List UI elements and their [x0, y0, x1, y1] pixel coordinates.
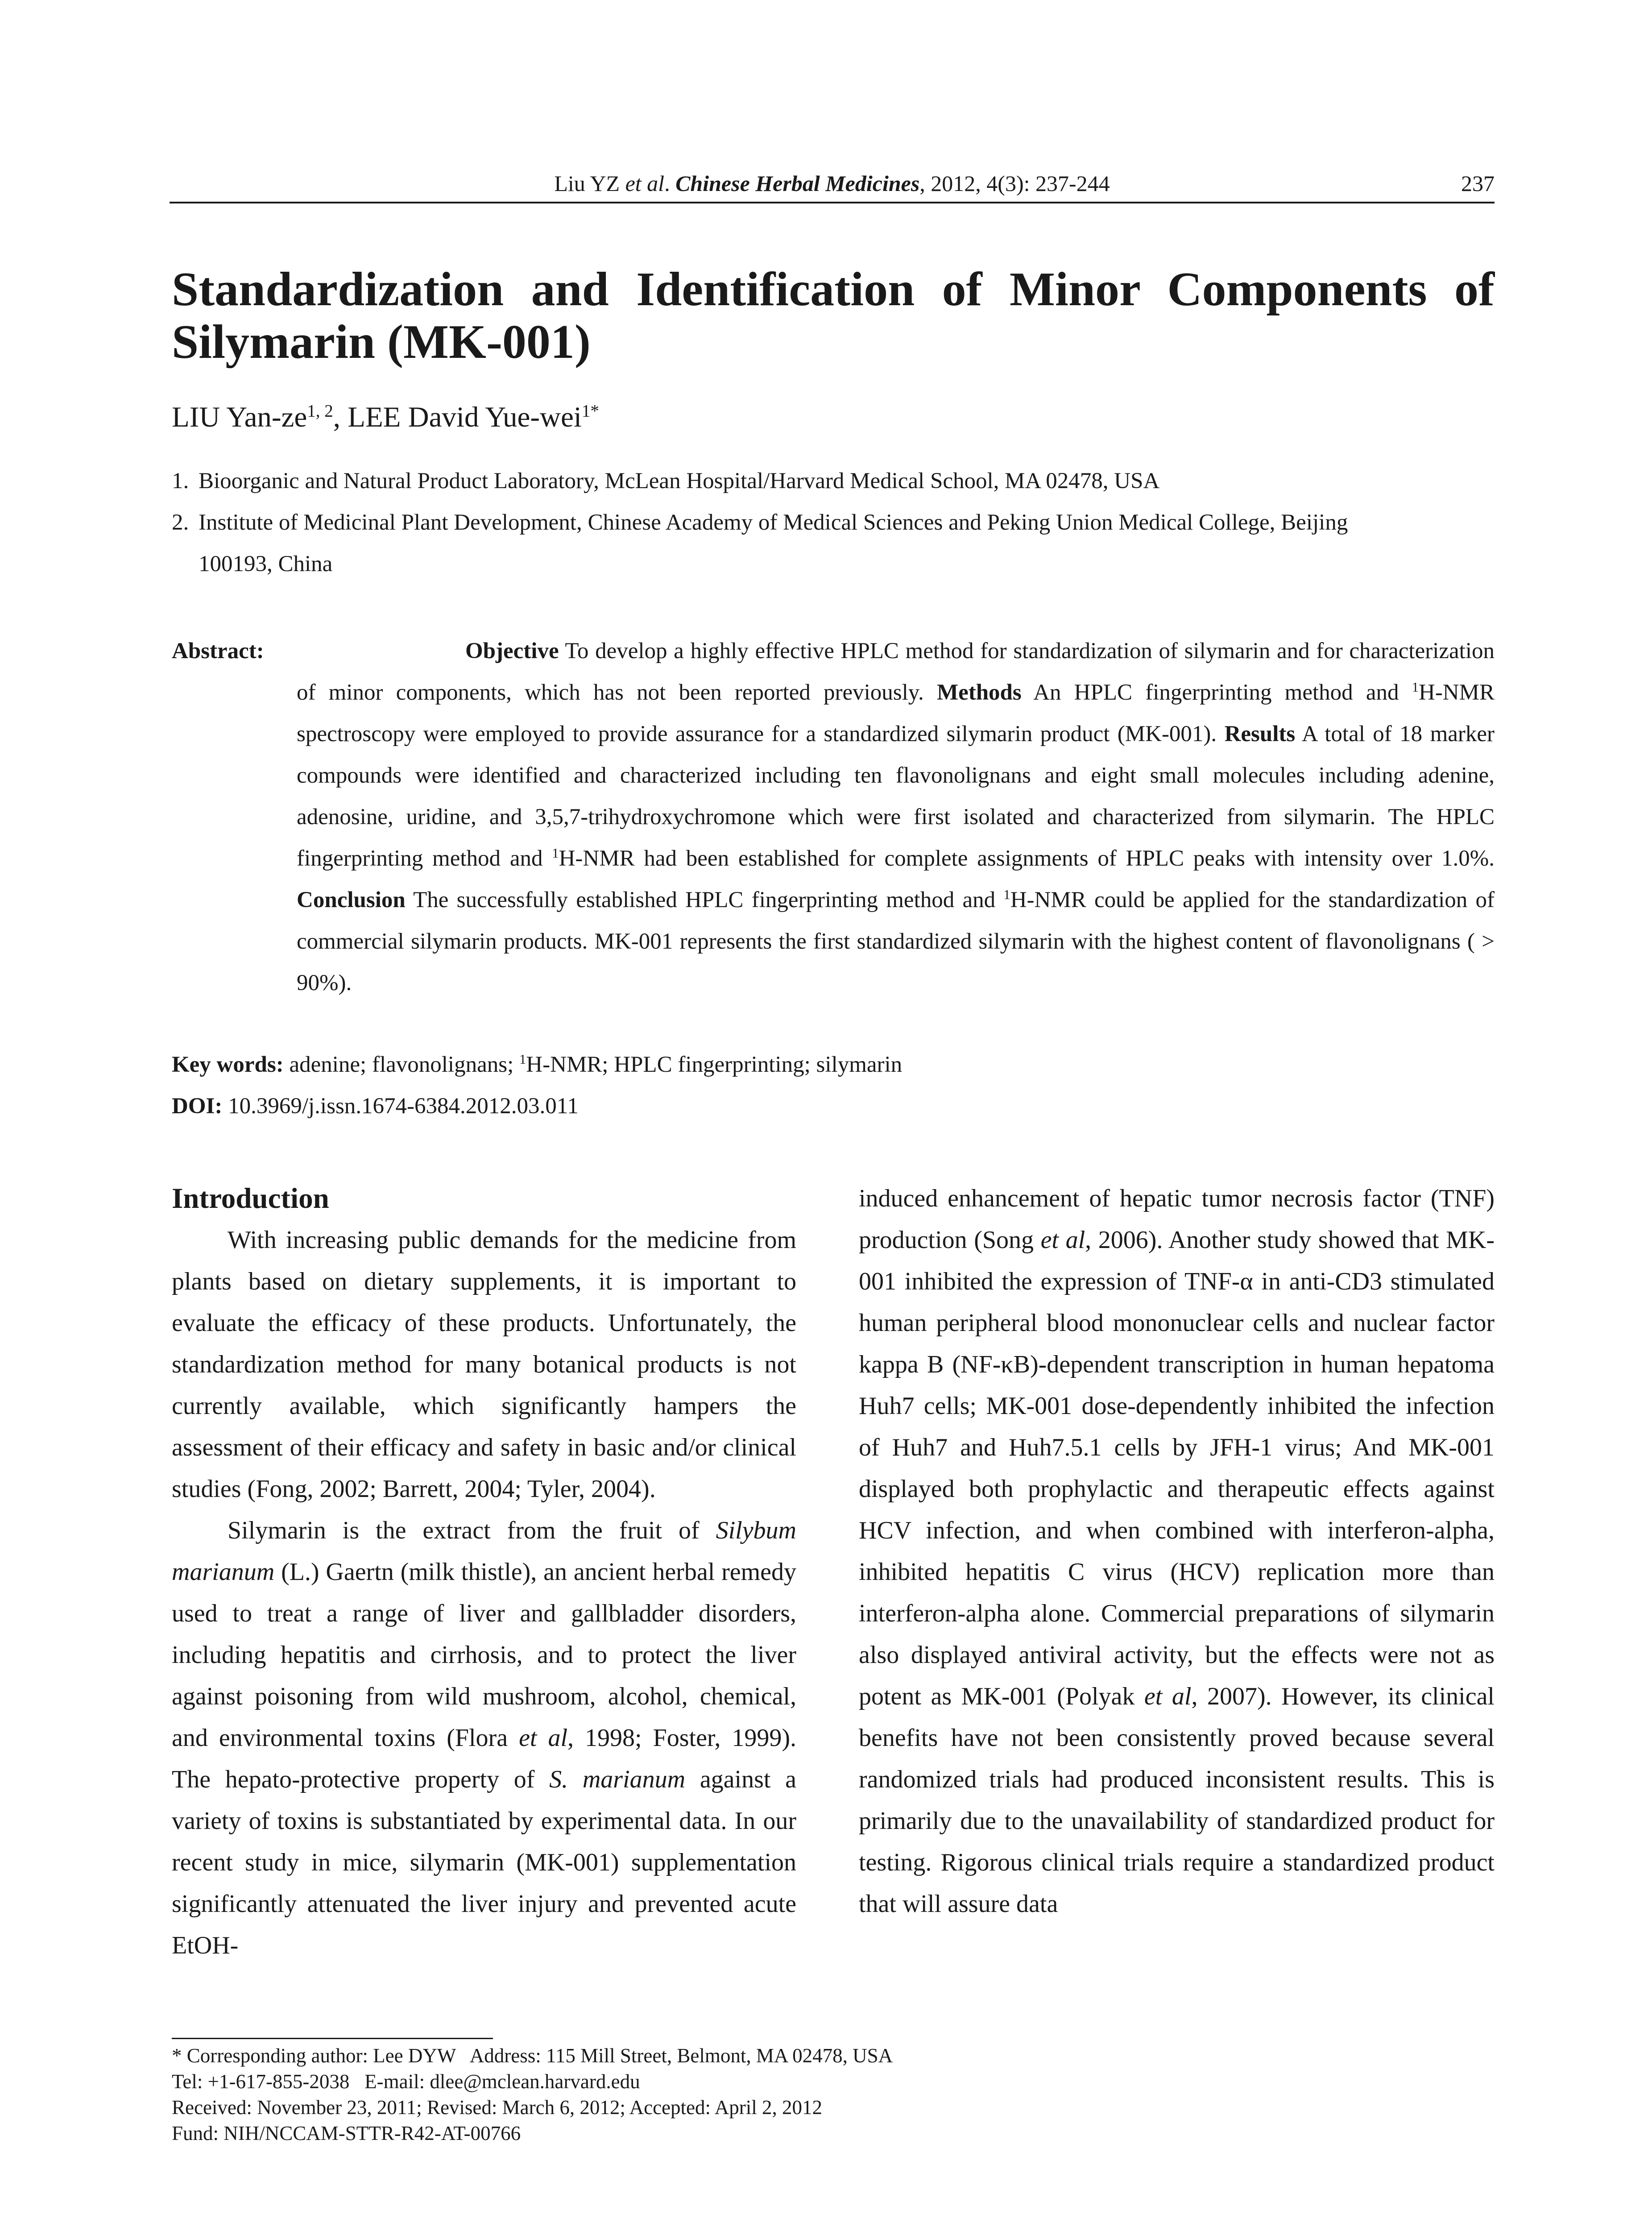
abstract-methods-text: An HPLC fingerprinting method and: [1021, 680, 1412, 705]
body-column-right: [859, 1178, 1495, 1925]
affiliation-text: Institute of Medicinal Plant Development, Chinese Academy of Medical Sciences and Peking Union Medical College, Beijing: [199, 510, 1348, 535]
keywords: [172, 1044, 1495, 1086]
paragraph-2-text-2: (L.) Gaertn (milk thistle), an ancient herbal remedy used to treat a range of liver and gallbladder disorders, including hepatitis and cirrhosis, and to protect the liver against poisoning from wild mushroom, alcohol, chemical, and environmental toxins (Flora: [172, 1558, 796, 1752]
abstract-results-text-2: H-NMR had been established for complete assignments of HPLC peaks with intensity over 1.0%.: [559, 846, 1495, 871]
paragraph-2: [172, 1510, 796, 1966]
paragraph-2-text: Silymarin is the extract from the fruit of: [228, 1517, 716, 1544]
affiliation-text: Bioorganic and Natural Product Laboratory, McLean Hospital/Harvard Medical School, MA 02478, USA: [199, 469, 1160, 493]
paragraph-3-text: induced enhancement of hepatic tumor necrosis factor (TNF) production (Song: [859, 1185, 1495, 1254]
paragraph-1: With increasing public demands for the medicine from plants based on dietary supplements, it is important to evaluate the efficacy of these products. Unfortunately, the standardization method for many botanical products is not currently available, which significantly hampers the assessment of their efficacy and safety in basic and/or clinical studies (Fong, 2002; Barrett, 2004; Tyler, 2004).: [172, 1226, 796, 1503]
header-authors: Liu YZ: [554, 171, 625, 196]
abstract-results-heading: Results: [1224, 722, 1296, 746]
doi-value: 10.3969/j.issn.1674-6384.2012.03.011: [222, 1094, 579, 1119]
abstract-results-sup: 1: [552, 846, 559, 861]
keywords-sup: 1: [519, 1052, 526, 1067]
footnote-fund: Fund: NIH/NCCAM-STTR-R42-AT-00766: [172, 2122, 521, 2144]
article-title: Standardization and Identification of Minor Components of Silymarin (MK-001): [172, 263, 1495, 369]
abstract-conclusion-heading: Conclusion: [297, 887, 406, 912]
et-al: et al: [1144, 1683, 1192, 1710]
paragraph-2-continued: [859, 1178, 1495, 1925]
keywords-text: adenine; flavonolignans;: [283, 1052, 519, 1077]
keywords-label: Key words:: [172, 1052, 284, 1077]
abstract-label: Abstract:: [172, 639, 264, 663]
abstract-objective-text: To develop a highly effective HPLC method for standardization of silymarin and for characterization of minor components, which has not been reported previously.: [297, 639, 1495, 705]
header-citation: , 2012, 4(3): 237-244: [919, 171, 1110, 196]
paragraph-3-text-2: , 2006). Another study showed that MK-001 inhibited the expression of TNF-α in anti-CD3 stimulated human peripheral blood mononuclear cells and nuclear factor kappa B (NF-κB)-dependent transcription in human hepatoma Huh7 cells; MK-001 dose-dependently inhibited the infection of Huh7 and Huh7.5.1 cells by JFH-1 virus; And MK-001 displayed both prophylactic and therapeutic effects against HCV infection, and when combined with interferon-alpha, inhibited hepatitis C virus (HCV) replication more than interferon-alpha alone. Commercial preparations of silymarin also displayed antiviral activity, but the effects were not as potent as MK-001 (Polyak: [859, 1226, 1495, 1710]
header-journal: Chinese Herbal Medicines: [675, 171, 920, 196]
abstract-conclusion-text-2: H-NMR could be applied for the standardization of commercial silymarin products. MK-001 represents the first standardized silymarin with the highest content of flavonolignans ( > 90%).: [297, 887, 1495, 995]
species-name: Silybum marianum: [172, 1517, 796, 1586]
author-list: [172, 399, 1495, 435]
affiliation-1: [172, 460, 1495, 502]
paragraph-3-text-3: , 2007). However, its clinical benefits have not been consistently proved because several randomized trials had produced inconsistent results. This is primarily due to the unavailability of standardized product for testing. Rigorous clinical trials require a standardized product that will assure data: [859, 1683, 1495, 1918]
affiliation-2: [172, 502, 1495, 585]
body-column-left: [172, 1178, 796, 1966]
author-2: LEE David Yue-wei: [348, 401, 582, 433]
doi: [172, 1086, 1495, 1127]
doi-label: DOI:: [172, 1094, 223, 1119]
header-et-al: et al: [625, 171, 665, 196]
running-header: [170, 170, 1495, 202]
paragraph-2-text-3: , 1998; Foster, 1999). The hepato-protective property of: [172, 1724, 796, 1793]
header-rule: [170, 202, 1495, 203]
footnote-dates: Received: November 23, 2011; Revised: March 6, 2012; Accepted: April 2, 2012: [172, 2096, 823, 2119]
author-1-affiliation: 1, 2: [307, 401, 333, 421]
affiliation-number: 1.: [172, 469, 189, 493]
author-separator: ,: [333, 401, 348, 433]
abstract-methods-sup: 1: [1412, 680, 1419, 695]
abstract-body: [297, 630, 1495, 1004]
footnotes: [172, 2043, 1495, 2146]
species-name-abbrev: S. marianum: [549, 1766, 686, 1793]
abstract-conclusion-sup: 1: [1003, 887, 1010, 902]
abstract-results-text: A total of 18 marker compounds were identified and characterized including ten flavonolignans and eight small molecules including adenine, adenosine, uridine, and 3,5,7-trihydroxychromone which were first isolated and characterized from silymarin. The HPLC fingerprinting method and: [297, 722, 1495, 871]
affiliation-continuation: 100193, China: [199, 552, 333, 576]
footnote-contact: Tel: +1-617-855-2038 E-mail: dlee@mclean.harvard.edu: [172, 2070, 640, 2093]
affiliation-number: 2.: [172, 510, 189, 535]
et-al: et al: [519, 1724, 568, 1752]
abstract-objective-heading: Objective: [465, 639, 559, 663]
header-dot: .: [664, 171, 676, 196]
author-2-affiliation: 1*: [581, 401, 599, 421]
page-number: 237: [1461, 171, 1495, 196]
footnote-corresponding-author: * Corresponding author: Lee DYW Address: 115 Mill Street, Belmont, MA 02478, USA: [172, 2044, 893, 2067]
running-header-citation: [170, 170, 1495, 196]
abstract-methods-text-2: H-NMR spectroscopy were employed to provide assurance for a standardized silymarin product (MK-001).: [297, 680, 1495, 746]
abstract-methods-heading: Methods: [936, 680, 1022, 705]
paragraph-2-text-4: against a variety of toxins is substantiated by experimental data. In our recent study in mice, silymarin (MK-001) supplementation significantly attenuated the liver injury and prevented acute EtOH-: [172, 1766, 797, 1959]
author-1: LIU Yan-ze: [172, 401, 307, 433]
footnote-rule: [172, 2038, 493, 2039]
section-heading-introduction: Introduction: [172, 1182, 329, 1215]
abstract-conclusion-text: The successfully established HPLC fingerprinting method and: [405, 887, 1004, 912]
keywords-text-2: H-NMR; HPLC fingerprinting; silymarin: [526, 1052, 903, 1077]
et-al: et al: [1040, 1226, 1085, 1254]
